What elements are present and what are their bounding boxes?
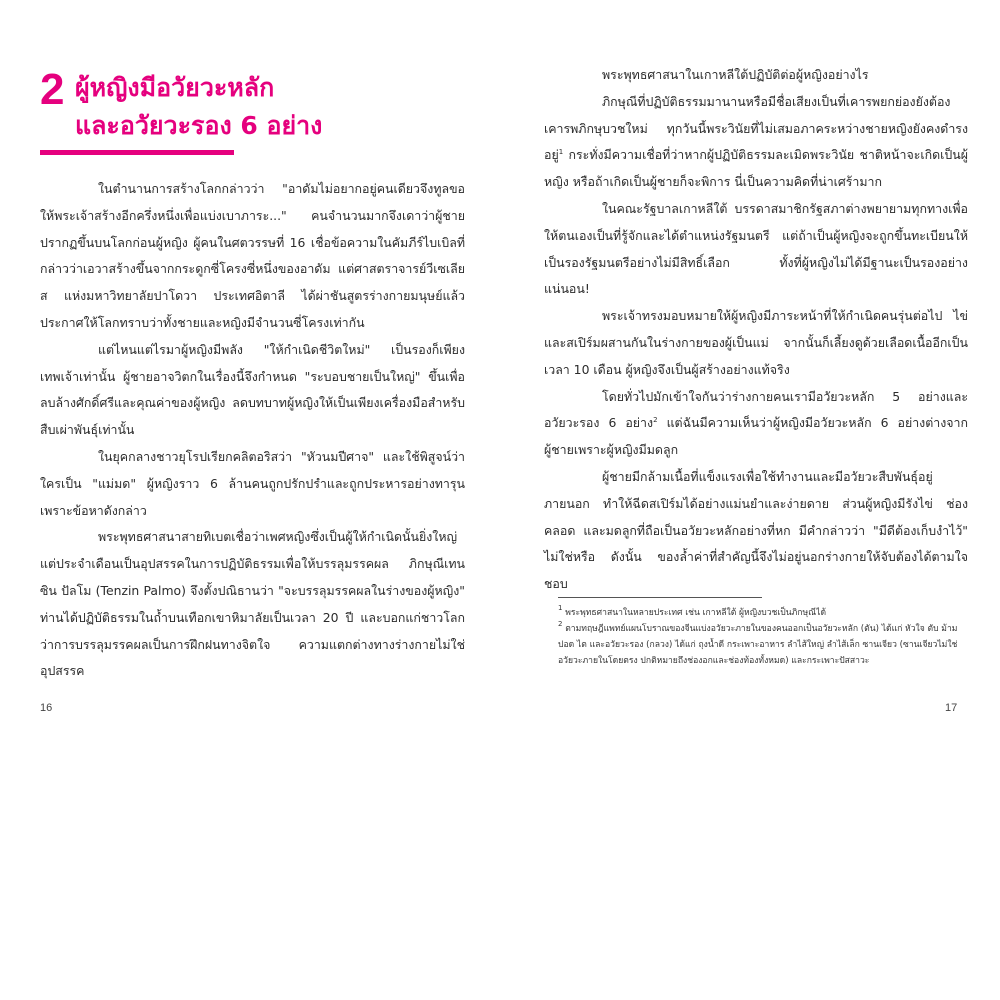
paragraph-text: โดยทั่วไปมักเข้าใจกันว่าร่างกายคนเรามีอวัยวะหลัก 5 อย่างและอวัยวะรอง 6 อย่าง: [544, 388, 968, 431]
paragraph-text: ผู้ชายมีกล้ามเนื้อที่แข็งแรงเพื่อใช้ทำงานและมีอวัยวะสืบพันธุ์อยู่ภายนอก ทำให้ฉีดสเปิร์มได้อย่างแม่นยำและง่ายดาย ส่วนผู้หญิงมีรังไข่ ช่องคลอด และมดลูกที่ถือเป็นอวัยวะหลักอย่างที่หก มีคำกล่าวว่า "มีดีต้องเก็บงำไว้" ไม่ใช่หรือ ดังนั้น ของล้ำค่าที่สำคัญนี้จึงไม่อยู่นอกร่างกายให้จับต้องได้ตามใจชอบ: [544, 468, 968, 592]
paragraph: [544, 89, 968, 196]
paragraph: แต่ไหนแต่ไรมาผู้หญิงมีพลัง "ให้กำเนิดชีวิตใหม่" เป็นรองก็เพียงเทพเจ้าเท่านั้น ผู้ชายอาจวิตกในเรื่องนี้จึงกำหนด "ระบอบชายเป็นใหญ่" ขึ้นเพื่อลบล้างศักดิ์ศรีและคุณค่าของผู้หญิง ลดบทบาทผู้หญิงให้เป็นเพียงเครื่องมือสำหรับสืบเผ่าพันธุ์เท่านั้น: [40, 341, 465, 438]
paragraph-text: ภิกษุณีที่ปฏิบัติธรรมมานานหรือมีชื่อเสียงเป็นที่เคารพยกย่องยังต้องเคารพภิกษุบวชใหม่ ทุกวันนี้พระวินัยที่ไม่เสมอภาคระหว่างชายหญิงยังคงดำรงอยู่: [544, 93, 968, 163]
footnote-text: พระพุทธศาสนาในหลายประเทศ เช่น เกาหลีใต้ ผู้หญิงบวชเป็นภิกษุณีได้: [565, 608, 827, 618]
page-number-left: 16: [40, 702, 53, 714]
left-body-text: [40, 176, 465, 685]
paragraph: [544, 196, 968, 303]
right-page: [500, 0, 1000, 1000]
paragraph: ในตำนานการสร้างโลกกล่าวว่า "อาดัมไม่อยากอยู่คนเดียวจึงทูลขอให้พระเจ้าสร้างอีกครึ่งหนึ่งเพื่อแบ่งเบาภาระ..." คนจำนวนมากจึงเดาว่าผู้ชายปรากฏขึ้นบนโลกก่อนผู้หญิง ผู้คนในศตวรรษที่ 16 เชื่อข้อความในคัมภีร์ไบเบิลที่กล่าวว่าเอวาสร้างขึ้นจากกระดูกซี่โครงซี่หนึ่งของอาดัม แต่ศาสตราจารย์วีเซเลียส แห่งมหาวิทยาลัยปาโดวา ประเทศอิตาลี ได้ผ่าชันสูตรร่างกายมนุษย์แล้วประกาศให้โลกทราบว่าทั้งชายและหญิงมีจำนวนซี่โครงเท่ากัน: [40, 181, 465, 330]
title-underline-rule: [40, 150, 234, 155]
paragraph-text: พระเจ้าทรงมอบหมายให้ผู้หญิงมีภาระหน้าที่ให้กำเนิดคนรุ่นต่อไป ไข่และสเปิร์มผสานกันในร่างกายของผู้เป็นแม่ จากนั้นก็เลี้ยงดูด้วยเลือดเนื้ออีกเป็นเวลา 10 เดือน ผู้หญิงจึงเป็นผู้สร้างอย่างแท้จริง: [544, 308, 968, 377]
footnote-2: [558, 621, 968, 669]
chapter-title-line-2: และอวัยวะรอง 6 อย่าง: [75, 111, 323, 140]
paragraph: [544, 303, 968, 383]
footnote-mark: 2: [558, 620, 563, 628]
footnote-separator: [558, 597, 762, 598]
chapter-title-line-1: ผู้หญิงมีอวัยวะหลัก: [75, 73, 275, 102]
paragraph: [544, 464, 968, 598]
footnotes: [558, 605, 968, 669]
right-body-text: [544, 62, 968, 598]
footnote-ref-2[interactable]: 2: [653, 416, 658, 425]
paragraph-text: พระพุทธศาสนาในเกาหลีใต้ปฏิบัติต่อผู้หญิงอย่างไร: [602, 67, 869, 82]
footnote-text: ตามทฤษฎีแพทย์แผนโบราณของจีนแบ่งอวัยวะภายในของคนออกเป็นอวัยวะหลัก (ตัน) ได้แก่ หัวใจ ตับ ม้าม ปอด ไต และอวัยวะรอง (กลวง) ได้แก่ ถุงน้ำดี กระเพาะอาหาร ลำไส้ใหญ่ ลำไส้เล็ก ซานเจียว (ซานเจียวไม่ใช่อวัยวะภายในโดยตรง ปกติหมายถึงช่องอกและช่องท้องทั้งหมด) และกระเพาะปัสสาวะ: [558, 624, 958, 666]
paragraph-subheading: [544, 62, 968, 89]
chapter-number: 2: [40, 65, 65, 114]
paragraph: ในยุคกลางชาวยุโรปเรียกคลิตอริสว่า "หัวนมปีศาจ" และใช้พิสูจน์ว่าใครเป็น "แม่มด" ผู้หญิงราว 6 ล้านคนถูกปรักปรำและถูกประหารอย่างทารุนเพราะข้อหาดังกล่าว: [40, 448, 465, 518]
paragraph: [544, 384, 968, 464]
page-number-right: 17: [945, 702, 958, 714]
paragraph-text: ในคณะรัฐบาลเกาหลีใต้ บรรดาสมาชิกรัฐสภาต่างพยายามทุกทางเพื่อให้ตนเองเป็นที่รู้จักและได้ตำแหน่งรัฐมนตรี แต่ถ้าเป็นผู้หญิงจะถูกขึ้นทะเบียนให้เป็นรองรัฐมนตรีอย่างไม่มีสิทธิ์เลือก ทั้งที่ผู้หญิงไม่ได้มีฐานะเป็นรองอย่างแน่นอน!: [544, 200, 968, 297]
paragraph: พระพุทธศาสนาสายทิเบตเชื่อว่าเพศหญิงซึ่งเป็นผู้ให้กำเนิดนั้นยิ่งใหญ่แต่ประจำเดือนเป็นอุปสรรคในการปฏิบัติธรรมเพื่อให้บรรลุมรรคผล ภิกษุณีเทนซิน ปัลโม (Tenzin Palmo) จึงตั้งปณิธานว่า "จะบรรลุมรรคผลในร่างของผู้หญิง" ท่านได้ปฏิบัติธรรมในถ้ำบนเทือกเขาหิมาลัยเป็นเวลา 20 ปี และบอกแก่ชาวโลกว่าการบรรลุมรรคผลเป็นการฝึกฝนทางจิตใจ ความแตกต่างทางร่างกายไม่ใช่อุปสรรค: [40, 529, 465, 679]
footnote-ref-1[interactable]: 1: [558, 148, 564, 157]
footnote-mark: 1: [558, 604, 563, 612]
footnote-1: [558, 605, 968, 621]
paragraph-text: แต่ฉันมีความเห็นว่าผู้หญิงมีอวัยวะหลัก 6 อย่างต่างจากผู้ชายเพราะผู้หญิงมีมดลูก: [544, 415, 969, 458]
paragraph-text: กระทั่งมีความเชื่อที่ว่าหากผู้ปฏิบัติธรรมละเมิดพระวินัย ชาติหน้าจะเกิดเป็นผู้หญิง หรือถ้าเกิดเป็นผู้ชายก็จะพิการ นี่เป็นความคิดที่น่าเศร้ามาก: [544, 147, 968, 190]
